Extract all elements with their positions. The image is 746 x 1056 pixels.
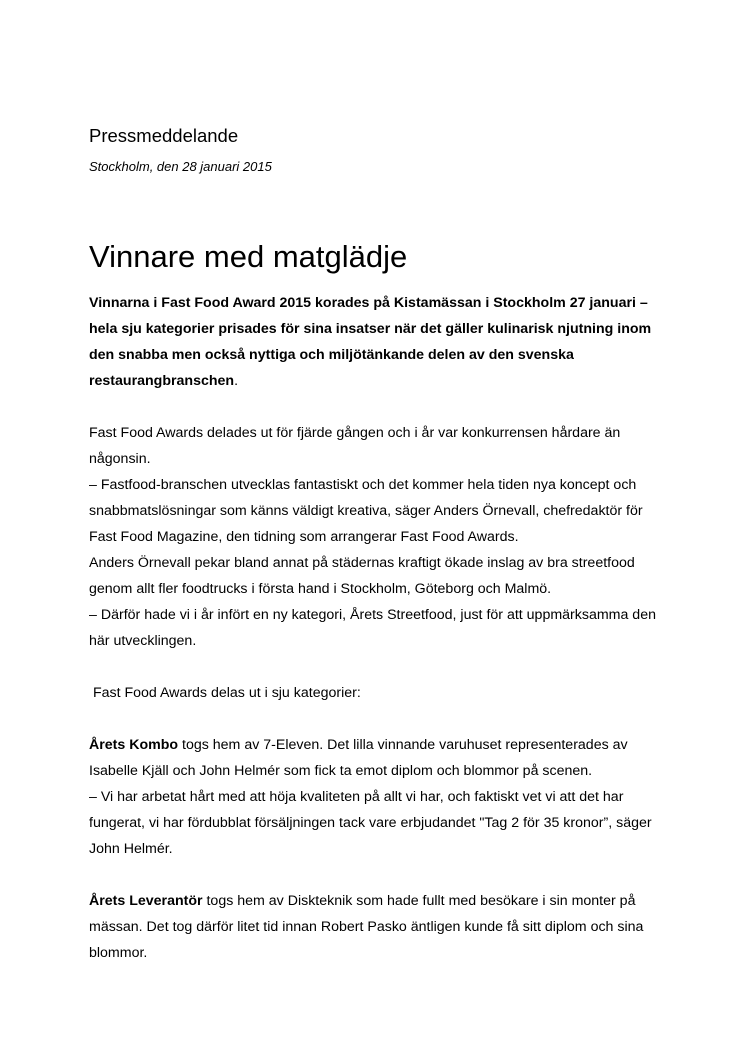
intro-paragraph-3: Anders Örnevall pekar bland annat på städernas kraftigt ökade inslag av bra streetfood genom allt fler foodtrucks i första hand i Stockholm, Göteborg och Malmö.	[89, 555, 635, 597]
lead-text: Vinnarna i Fast Food Award 2015 korades på Kistamässan i Stockholm 27 januari – hela sju kategorier prisades för sina insatser när det gäller kulinarisk njutning inom den snabba men också nyttiga och miljötänkande delen av den svenska restaurangbranschen	[89, 295, 652, 389]
leverantor-paragraph	[89, 888, 674, 966]
lead-paragraph	[89, 290, 674, 394]
kombo-paragraph	[89, 732, 674, 784]
dateline: Stockholm, den 28 januari 2015	[89, 159, 272, 174]
headline: Vinnare med matglädje	[89, 239, 408, 274]
categories-intro: Fast Food Awards delas ut i sju kategorier:	[89, 685, 361, 701]
article-body	[89, 290, 674, 966]
intro-paragraph-1: Fast Food Awards delades ut för fjärde gången och i år var konkurrensen hårdare än någonsin.	[89, 425, 621, 467]
spacer	[89, 394, 674, 420]
leverantor-text: togs hem av Diskteknik som hade fullt med besökare i sin monter på mässan. Det tog därför litet tid innan Robert Pasko äntligen kunde få sitt diplom och sina blommor.	[89, 893, 644, 961]
spacer	[89, 706, 674, 732]
kombo-text: togs hem av 7-Eleven. Det lilla vinnande varuhuset representerades av Isabelle Kjäll och John Helmér som fick ta emot diplom och blommor på scenen.	[89, 737, 628, 779]
intro-paragraph-4: – Därför hade vi i år infört en ny kategori, Årets Streetfood, just för att uppmärksamma den här utvecklingen.	[89, 607, 656, 649]
intro-paragraph-2: – Fastfood-branschen utvecklas fantastiskt och det kommer hela tiden nya koncept och snabbmatslösningar som känns väldigt kreativa, säger Anders Örnevall, chefredaktör för Fast Food Magazine, den tidning som arrangerar Fast Food Awards.	[89, 477, 643, 545]
kombo-title: Årets Kombo	[89, 737, 179, 753]
document-type: Pressmeddelande	[89, 125, 239, 146]
spacer	[89, 654, 674, 680]
lead-end: .	[234, 373, 239, 389]
kombo-quote: – Vi har arbetat hårt med att höja kvaliteten på allt vi har, och faktiskt vet vi att det har fungerat, vi har fördubblat försäljningen tack vare erbjudandet "Tag 2 för 35 kronor”, säger John Helmér.	[89, 789, 652, 857]
leverantor-title: Årets Leverantör	[89, 893, 203, 909]
spacer	[89, 862, 674, 888]
